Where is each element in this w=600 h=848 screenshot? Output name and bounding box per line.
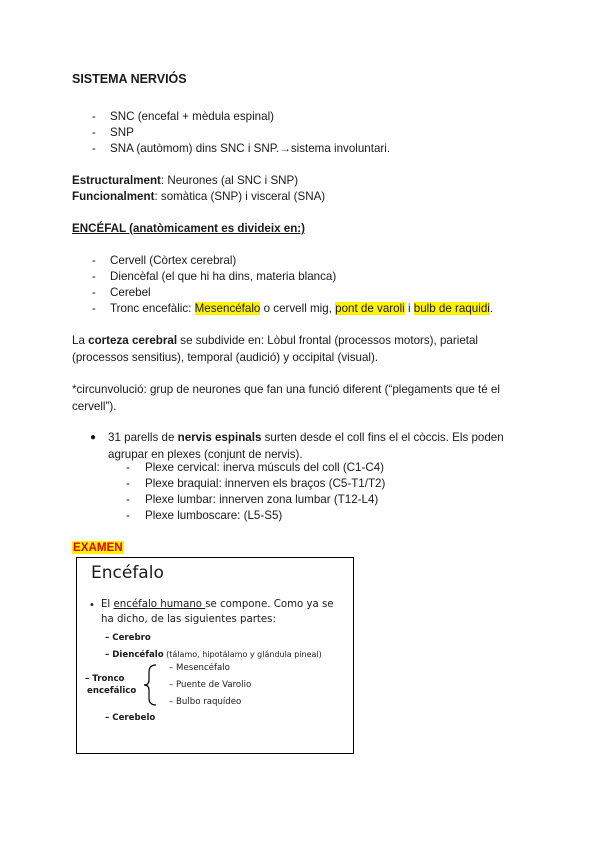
- slide-cerebro: – Cerebro: [105, 633, 151, 643]
- slide-diencefalo: [105, 650, 322, 660]
- circunvolucio-paragraph: *circunvolució: grup de neurones que fan una funció diferent (“plegaments que té el cervell”).: [72, 383, 500, 413]
- list-item: SNA (autòmom) dins SNC i SNP.→sistema involuntari.: [110, 142, 391, 155]
- nervis-paragraph: [108, 429, 528, 463]
- examen-label: EXAMEN: [73, 541, 123, 554]
- slide-cerebelo: – Cerebelo: [105, 713, 156, 723]
- funcional-line: [72, 190, 325, 203]
- list-item: Cervell (Còrtex cerebral): [110, 254, 237, 267]
- highlight-pont: pont de varoli: [335, 302, 405, 315]
- list-dash: -: [126, 493, 130, 506]
- slide-mesencefalo: – Mesencéfalo: [169, 663, 230, 673]
- list-dash: -: [92, 142, 96, 155]
- slide-title: Encéfalo: [91, 563, 164, 583]
- list-item: SNC (encefal + mèdula espinal): [110, 110, 275, 123]
- page-title: SISTEMA NERVIÓS: [72, 72, 187, 86]
- tronc-text: o cervell mig,: [260, 302, 336, 315]
- plexe-item: Plexe lumbar: innerven zona lumbar (T12-L4): [145, 493, 379, 506]
- list-dash: -: [92, 286, 96, 299]
- list-dash: -: [92, 110, 96, 123]
- slide-intro-post: se compone. Como ya se: [205, 599, 334, 610]
- list-dash: -: [92, 126, 96, 139]
- corteza-pre: La: [72, 334, 89, 347]
- tronc-text: i: [404, 302, 414, 315]
- list-dash: -: [126, 477, 130, 490]
- slide-tronco-line1: – Tronco: [85, 674, 125, 684]
- encefalo-slide: [76, 557, 354, 754]
- corteza-post: se subdivide en: Lòbul frontal (processos motors), parietal (processos sensitius), temporal (audició) y occipital (visual).: [72, 334, 479, 364]
- slide-puente: – Puente de Varolio: [169, 680, 252, 690]
- funcional-label: Funcionalment: [72, 190, 155, 203]
- list-item: Diencèfal (el que hi ha dins, materia blanca): [110, 270, 337, 283]
- plexe-item: Plexe lumboscare: (L5-S5): [145, 509, 283, 522]
- plexe-item: Plexe cervical: inerva músculs del coll (C1-C4): [145, 461, 385, 474]
- encefal-heading: ENCÉFAL (anatòmicament es divideix en:): [72, 222, 306, 235]
- tronc-prefix: Tronc encefàlic:: [110, 302, 195, 315]
- corteza-paragraph: [72, 332, 532, 366]
- list-dash: -: [92, 302, 96, 315]
- nervis-pre: 31 parells de: [108, 431, 178, 444]
- bullet-icon: ●: [90, 432, 97, 443]
- tronc-text: .: [489, 302, 494, 315]
- slide-intro-line1: [101, 599, 334, 610]
- highlight-mesencefalo: Mesencéfalo: [194, 302, 261, 315]
- slide-intro-pre: El: [101, 599, 114, 610]
- list-dash: -: [92, 254, 96, 267]
- list-item: Cerebel: [110, 286, 151, 299]
- slide-brace-icon: [143, 664, 159, 706]
- plexe-item: Plexe braquial: innerven els braços (C5-T1/T2): [145, 477, 386, 490]
- list-dash: -: [92, 270, 96, 283]
- slide-tronco-line2: encefálico: [87, 686, 137, 696]
- estructural-text: : Neurones (al SNC i SNP): [160, 174, 299, 187]
- corteza-bold: corteza cerebral: [88, 334, 178, 347]
- list-item: SNP: [110, 126, 134, 139]
- tronc-item: [110, 302, 493, 315]
- highlight-bulb: bulb de raquidi: [413, 302, 490, 315]
- estructural-line: [72, 174, 298, 187]
- list-dash: -: [126, 461, 130, 474]
- slide-intro-line2: ha dicho, de las siguientes partes:: [101, 614, 276, 625]
- list-dash: -: [126, 509, 130, 522]
- slide-diencefalo-bold: – Diencéfalo: [105, 650, 164, 660]
- slide-bulbo: – Bulbo raquídeo: [169, 697, 242, 707]
- slide-intro-underlined: encéfalo humano: [113, 599, 206, 610]
- slide-bullet-icon: •: [89, 600, 95, 611]
- slide-diencefalo-detail: (tálamo, hipotálamo y glándula pineal): [163, 650, 322, 659]
- nervis-bold: nervis espinals: [177, 431, 262, 444]
- funcional-text: : somàtica (SNP) i visceral (SNA): [154, 190, 326, 203]
- estructural-label: Estructuralment: [72, 174, 161, 187]
- nervis-post: surten desde el coll fins el el còccis. Els poden agrupar en plexes (conjunt de nervis).: [108, 431, 504, 461]
